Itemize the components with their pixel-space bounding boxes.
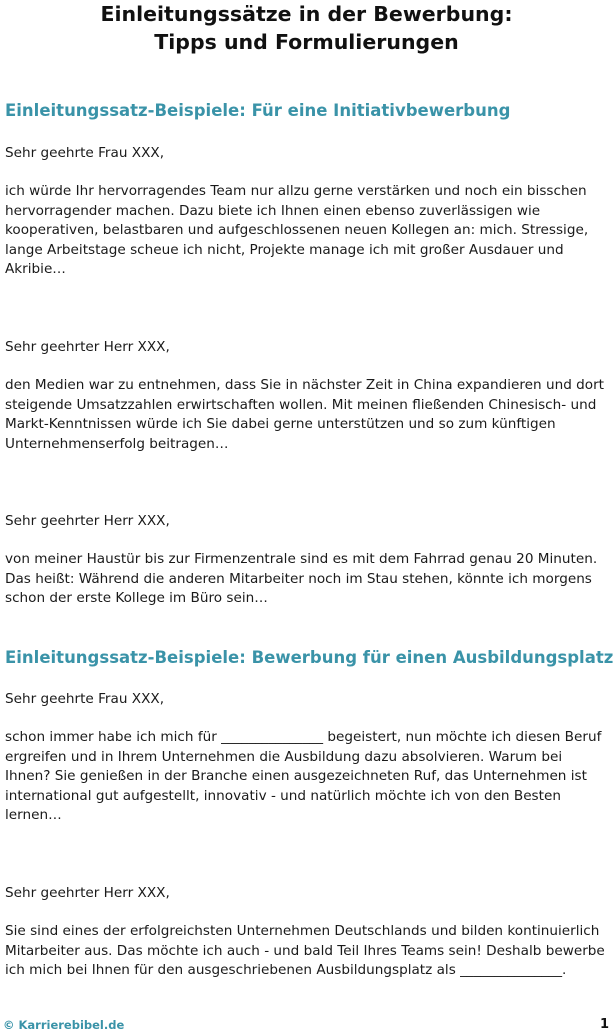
copyright-link[interactable]: © Karrierebibel.de <box>3 1018 125 1032</box>
page-title-line-2: Tipps und Formulierungen <box>154 30 459 54</box>
letter-5-salutation: Sehr geehrter Herr XXX, <box>5 885 170 901</box>
page-footer <box>0 1015 613 1035</box>
letter-3-body: von meiner Haustür bis zur Firmenzentrale sind es mit dem Fahrrad genau 20 Minuten. Das heißt: Während die anderen Mitarbeiter noch im Stau stehen, könnte ich morgens schon der erste Kollege im Büro sein… <box>5 551 598 606</box>
page-title-line-1: Einleitungssätze in der Bewerbung: <box>100 2 513 26</box>
letter-5-body: Sie sind eines der erfolgreichsten Unternehmen Deutschlands und bilden kontinuierlich Mitarbeiter aus. Das möchte ich auch - und bald Teil Ihres Teams sein! Deshalb bewerbe ich mich bei Ihnen für den ausgeschriebenen Ausbildungsplatz als _______________. <box>5 923 605 978</box>
page-number: 1 <box>599 1017 609 1032</box>
letter-4-salutation: Sehr geehrte Frau XXX, <box>5 691 165 707</box>
letter-3-salutation: Sehr geehrter Herr XXX, <box>5 513 170 529</box>
letter-2-salutation: Sehr geehrter Herr XXX, <box>5 339 170 355</box>
letter-1-body: ich würde Ihr hervorragendes Team nur allzu gerne verstärken und noch ein bisschen hervorragender machen. Dazu biete ich Ihnen einen ebenso zuverlässigen wie kooperativen, belastbaren und aufgeschlossenen neuen Kollegen an: mich. Stressige, lange Arbeitstage scheue ich nicht, Projekte manage ich mit großer Ausdauer und Akribie… <box>5 183 589 277</box>
section-heading-ausbildungsplatz: Einleitungssatz-Beispiele: Bewerbung für einen Ausbildungsplatz <box>5 648 613 667</box>
letter-4-body: schon immer habe ich mich für _______________ begeistert, nun möchte ich diesen Beruf ergreifen und in Ihrem Unternehmen die Ausbildung dazu absolvieren. Warum bei Ihnen? Sie genießen in der Branche einen ausgezeichneten Ruf, das Unternehmen ist international gut aufgestellt, innovativ - und natürlich möchte ich von den Besten lernen… <box>5 729 602 823</box>
section-heading-initiativbewerbung: Einleitungssatz-Beispiele: Für eine Initiativbewerbung <box>5 101 511 120</box>
letter-2-body: den Medien war zu entnehmen, dass Sie in nächster Zeit in China expandieren und dort steigende Umsatzzahlen erwirtschaften wollen. Mit meinen fließenden Chinesisch- und Markt-Kenntnissen würde ich Sie dabei gerne unterstützen und so zum künftigen Unternehmenserfolg beitragen… <box>5 377 605 452</box>
letter-1-salutation: Sehr geehrte Frau XXX, <box>5 145 165 161</box>
page-title <box>0 0 613 56</box>
